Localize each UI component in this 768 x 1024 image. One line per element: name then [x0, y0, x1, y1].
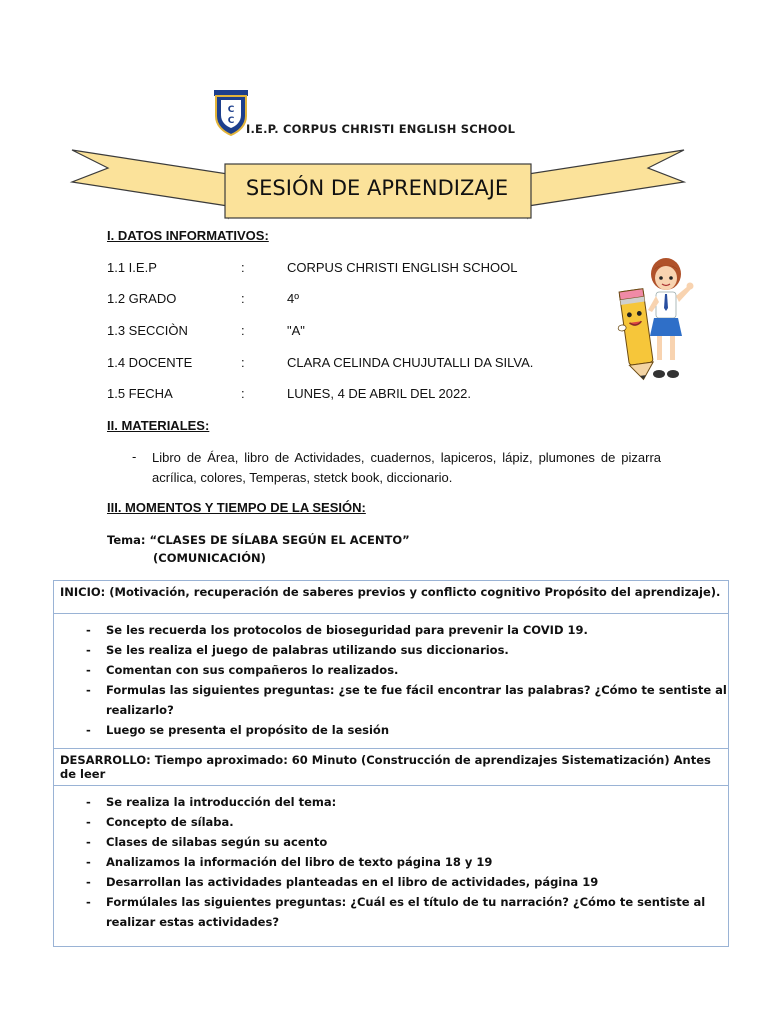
datos-heading: I. DATOS INFORMATIVOS: — [107, 228, 269, 243]
row-sep-fecha: : — [241, 386, 245, 401]
momentos-heading: III. MOMENTOS Y TIEMPO DE LA SESIÓN: — [107, 500, 366, 515]
tema-block — [107, 531, 410, 567]
row-label-grado: 1.2 GRADO — [107, 291, 177, 306]
list-item: - Luego se presenta el propósito de la sesión — [86, 720, 728, 740]
list-item: - Se realiza la introducción del tema: — [86, 792, 728, 812]
list-item: - Se les realiza el juego de palabras utilizando sus diccionarios. — [86, 640, 728, 660]
row-sep-docente: : — [241, 355, 245, 370]
materiales-heading: II. MATERIALES: — [107, 418, 210, 433]
tema-title: Tema: “CLASES DE SÍLABA SEGÚN EL ACENTO” — [107, 533, 410, 547]
row-label-seccion: 1.3 SECCIÒN — [107, 323, 188, 338]
inicio-header: INICIO: (Motivación, recuperación de saberes previos y conflicto cognitivo Propósito del aprendizaje). — [54, 581, 729, 614]
row-label-docente: 1.4 DOCENTE — [107, 355, 193, 370]
materiales-bullet: - — [132, 449, 137, 464]
list-item: - Formúlales las siguientes preguntas: ¿Cuál es el título de tu narración? ¿Cómo te sentiste al realizar estas actividades? — [86, 892, 728, 932]
row-label-fecha: 1.5 FECHA — [107, 386, 173, 401]
page-title: SESIÓN DE APRENDIZAJE — [245, 176, 509, 200]
list-item: - Desarrollan las actividades planteadas en el libro de actividades, página 19 — [86, 872, 728, 892]
desarrollo-list — [54, 786, 728, 946]
girl-with-pencil-illustration — [604, 256, 698, 384]
list-item: - Concepto de sílaba. — [86, 812, 728, 832]
list-item: - Se les recuerda los protocolos de bioseguridad para prevenir la COVID 19. — [86, 620, 728, 640]
tema-area: (COMUNICACIÓN) — [153, 551, 266, 565]
svg-text:C: C — [227, 116, 235, 126]
svg-text:C: C — [227, 105, 235, 115]
inicio-list — [54, 614, 728, 748]
row-value-seccion: "A" — [287, 323, 305, 338]
row-sep-grado: : — [241, 291, 245, 306]
row-value-grado: 4º — [287, 291, 299, 306]
inicio-cell — [54, 614, 729, 749]
session-plan-table — [53, 580, 729, 947]
list-item: - Comentan con sus compañeros lo realizados. — [86, 660, 728, 680]
row-value-iep: CORPUS CHRISTI ENGLISH SCHOOL — [287, 260, 518, 275]
row-sep-seccion: : — [241, 323, 245, 338]
school-crest-icon — [214, 90, 248, 136]
desarrollo-cell — [54, 786, 729, 947]
row-value-docente: CLARA CELINDA CHUJUTALLI DA SILVA. — [287, 355, 534, 370]
row-sep-iep: : — [241, 260, 245, 275]
desarrollo-header: DESARROLLO: Tiempo aproximado: 60 Minuto (Construcción de aprendizajes Sistematización) Antes de leer — [54, 749, 729, 786]
list-item: - Clases de silabas según su acento — [86, 832, 728, 852]
row-value-fecha: LUNES, 4 DE ABRIL DEL 2022. — [287, 386, 472, 401]
materiales-list-item: Libro de Área, libro de Actividades, cuadernos, lapiceros, lápiz, plumones de pizarra acrílica, colores, Temperas, stetck book, diccionario. — [152, 450, 661, 485]
list-item: - Analizamos la información del libro de texto página 18 y 19 — [86, 852, 728, 872]
list-item: - Formulas las siguientes preguntas: ¿se te fue fácil encontrar las palabras? ¿Cómo te sentiste al realizarlo? — [86, 680, 728, 720]
row-label-iep: 1.1 I.E.P — [107, 260, 157, 275]
school-name-header: I.E.P. CORPUS CHRISTI ENGLISH SCHOOL — [246, 122, 516, 136]
